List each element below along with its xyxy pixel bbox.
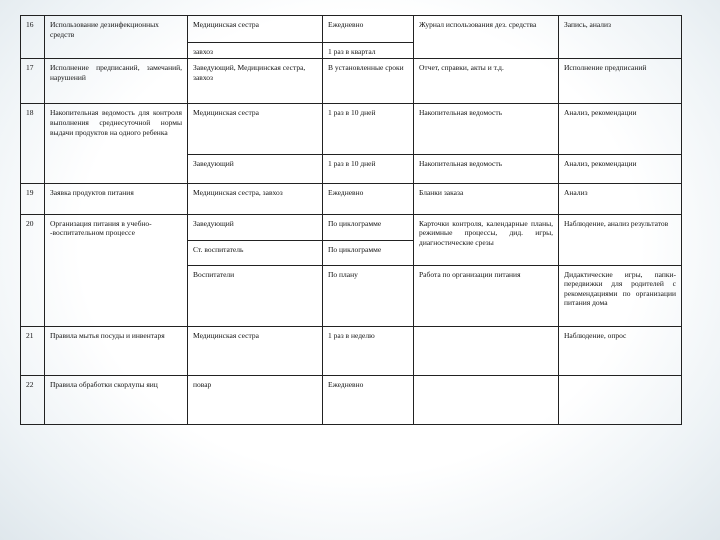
table-row <box>21 16 682 43</box>
row-number: 20 <box>21 214 45 326</box>
row-frequency: По циклограмме <box>323 241 414 266</box>
row-frequency: 1 раз в квартал <box>323 42 414 59</box>
row-number: 22 <box>21 375 45 424</box>
row-name: Использование дезинфекционных средств <box>45 16 188 59</box>
row-frequency: 1 раз в 10 дней <box>323 104 414 155</box>
row-responsible: Медицинская сестра <box>188 104 323 155</box>
row-name: Заявка продуктов питания <box>45 184 188 215</box>
table-row <box>21 375 682 424</box>
row-responsible: Заведующий, Медицинская сестра, завхоз <box>188 59 323 104</box>
row-frequency: По плану <box>323 265 414 326</box>
row-frequency: Ежедневно <box>323 375 414 424</box>
row-name: Исполнение предписаний, замечаний, нарушений <box>45 59 188 104</box>
row-responsible: Заведующий <box>188 155 323 184</box>
row-document <box>414 326 559 375</box>
row-document: Работа по организации питания <box>414 265 559 326</box>
row-responsible: Медицинская сестра, завхоз <box>188 184 323 215</box>
row-name: Организация питания в учебно- -воспитательном процессе <box>45 214 188 326</box>
row-result: Запись, анализ <box>559 16 682 59</box>
row-frequency: В установленные сроки <box>323 59 414 104</box>
row-frequency: Ежедневно <box>323 184 414 215</box>
row-number: 17 <box>21 59 45 104</box>
row-result: Дидактические игры, папки-передвижки для родителей с рекомендациями по организации питания дома <box>559 265 682 326</box>
row-result <box>559 375 682 424</box>
row-responsible: Медицинская сестра <box>188 16 323 43</box>
table-row <box>21 184 682 215</box>
row-responsible: Медицинская сестра <box>188 326 323 375</box>
table-row <box>21 59 682 104</box>
row-result: Наблюдение, анализ результатов <box>559 214 682 265</box>
row-name: Накопительная ведомость для контроля выполнения среднесуточной нормы выдачи продуктов на одного ребенка <box>45 104 188 184</box>
row-result: Анализ, рекомендации <box>559 104 682 155</box>
row-frequency: Ежедневно <box>323 16 414 43</box>
control-table <box>20 15 682 425</box>
row-document: Бланки заказа <box>414 184 559 215</box>
row-frequency: 1 раз в 10 дней <box>323 155 414 184</box>
row-document: Отчет, справки, акты и т.д. <box>414 59 559 104</box>
row-result: Наблюдение, опрос <box>559 326 682 375</box>
row-number: 19 <box>21 184 45 215</box>
row-document: Накопительная ведомость <box>414 155 559 184</box>
row-responsible: Заведующий <box>188 214 323 241</box>
row-frequency: По циклограмме <box>323 214 414 241</box>
row-number: 21 <box>21 326 45 375</box>
row-responsible: повар <box>188 375 323 424</box>
row-frequency: 1 раз в неделю <box>323 326 414 375</box>
row-document: Журнал использования дез. средства <box>414 16 559 59</box>
row-number: 16 <box>21 16 45 59</box>
row-result: Анализ, рекомендации <box>559 155 682 184</box>
row-result: Анализ <box>559 184 682 215</box>
row-responsible: Ст. воспитатель <box>188 241 323 266</box>
table-row <box>21 104 682 155</box>
row-responsible: Воспитатели <box>188 265 323 326</box>
row-name: Правила мытья посуды и инвентаря <box>45 326 188 375</box>
row-document: Карточки контроля, календарные планы, режимные процессы, дид. игры, диагностические срезы <box>414 214 559 265</box>
row-name: Правила обработки скорлупы яиц <box>45 375 188 424</box>
row-document: Накопительная ведомость <box>414 104 559 155</box>
row-number: 18 <box>21 104 45 184</box>
row-result: Исполнение предписаний <box>559 59 682 104</box>
row-document <box>414 375 559 424</box>
table-row <box>21 326 682 375</box>
row-responsible: завхоз <box>188 42 323 59</box>
table-row <box>21 214 682 241</box>
